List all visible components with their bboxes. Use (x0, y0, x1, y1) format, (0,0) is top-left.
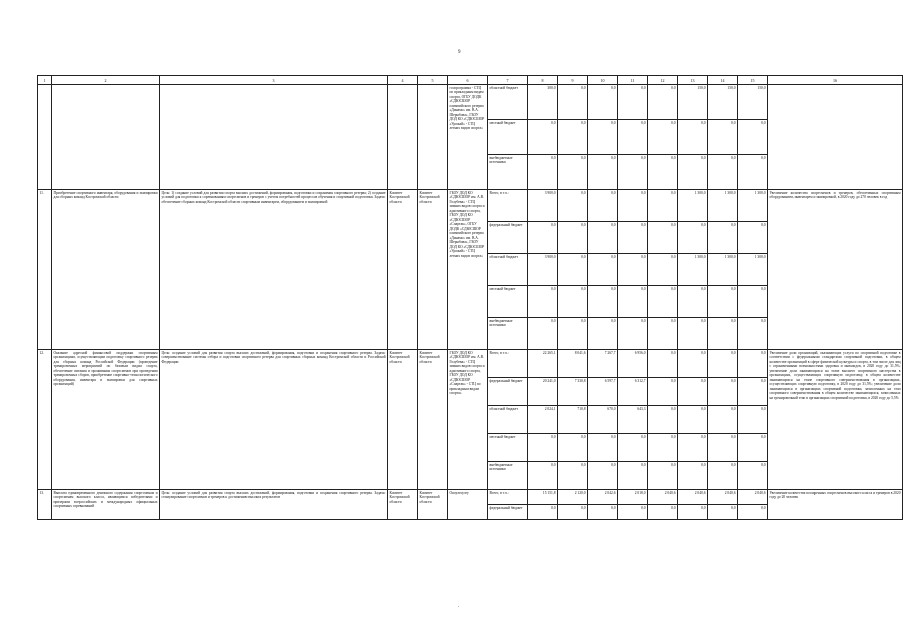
amount-cell: 1 300,0 (678, 254, 708, 286)
amount-cell: 6 312,7 (618, 378, 648, 406)
amount-cell: 0,0 (528, 505, 558, 520)
amount-cell: 2 040,6 (648, 490, 678, 505)
amount-cell: 2 024,1 (528, 406, 558, 434)
expected-result (768, 85, 903, 190)
col-header: 6 (448, 76, 488, 85)
amount-cell: 0,0 (528, 222, 558, 254)
amount-cell: 0,0 (738, 406, 768, 434)
amount-cell: 0,0 (528, 155, 558, 190)
col-header: 2 (52, 76, 160, 85)
amount-cell: 0,0 (678, 318, 708, 350)
amount-cell: 0,0 (618, 85, 648, 120)
coexecutor (418, 85, 448, 190)
amount-cell: 0,0 (588, 505, 618, 520)
amount-cell: 0,0 (708, 505, 738, 520)
amount-cell: 20 241,0 (528, 378, 558, 406)
amount-cell: 0,0 (678, 155, 708, 190)
amount-cell: 0,0 (648, 190, 678, 222)
amount-cell: 0,0 (528, 120, 558, 155)
amount-cell: 0,0 (588, 462, 618, 490)
responsible (388, 85, 418, 190)
amount-cell: 0,0 (588, 434, 618, 462)
funding-source: областной бюджет (488, 85, 528, 120)
amount-cell: 0,0 (678, 350, 708, 378)
goal-text: Цель: создание условий для развития спорта высших достижений, формирования, подготовки и сохранения спортивного резерва. Задача: стимулирование спортсменов и тренеров к достижению высоких результатов (160, 490, 388, 520)
funding-source: Всего, в т.ч.: (488, 350, 528, 378)
amount-cell: 0,0 (558, 190, 588, 222)
executor: госпрограмма - СТЦ по прикладным видам спорта, ОГБУ ДОДК «СДЮСШОР олимпийского резерва «Динамо» им. В.А. Шерыбова», ГБОУ ДОД КО «СДЮСШОР «Урожай» - СТЦ летних видов спорта» (448, 85, 488, 190)
amount-cell: 0,0 (708, 318, 738, 350)
col-header: 14 (708, 76, 738, 85)
amount-cell: 0,0 (678, 505, 708, 520)
amount-cell: 1 300,0 (708, 190, 738, 222)
amount-cell: 0,0 (588, 318, 618, 350)
amount-cell: 150,0 (678, 85, 708, 120)
expected-result: Увеличение доли организаций, оказывающих услуги по спортивной подготовке в соответствии с федеральными стандартами спортивной подготовки, в общем количестве организаций в сфере физической культуры и спорта, в том числе для лиц с ограниченными возможностями здоровья и инвалидов, в 2020 году до 31,5%; увеличение доли занимающихся на этапе высшего спортивного мастерства в организациях, осуществляющих спортивную подготовку, в общем количестве занимающихся на этапе спортивного совершенствования в организациях, осуществляющих спортивную подготовку, в 2020 году до 31,5%; увеличение доли занимающихся в организациях спортивной подготовки, зачисленных на этап спортивного совершенствования в общем количестве занимающихся, зачисленных на тренировочный этап в организациях спортивной подготовки, в 2020 году до 5,5% (768, 350, 903, 490)
amount-cell: 0,0 (648, 318, 678, 350)
col-header: 3 (160, 76, 388, 85)
col-header: 5 (418, 76, 448, 85)
col-header: 4 (388, 76, 418, 85)
amount-cell: 2 040,6 (738, 490, 768, 505)
amount-cell: 0,0 (708, 406, 738, 434)
amount-cell: 0,0 (678, 462, 708, 490)
amount-cell: 0,0 (648, 120, 678, 155)
coexecutor: Комитет Костромской области (418, 490, 448, 520)
col-header: 10 (588, 76, 618, 85)
amount-cell: 2 040,6 (678, 490, 708, 505)
amount-cell: 0,0 (558, 120, 588, 155)
amount-cell: 0,0 (588, 254, 618, 286)
amount-cell: 0,0 (558, 222, 588, 254)
amount-cell: 670,0 (588, 406, 618, 434)
col-header: 16 (768, 76, 903, 85)
amount-cell: 2 120,0 (558, 490, 588, 505)
table-row (38, 85, 903, 120)
amount-cell: 7 267,7 (588, 350, 618, 378)
amount-cell: 0,0 (738, 505, 768, 520)
amount-cell: 0,0 (708, 434, 738, 462)
amount-cell: 0,0 (618, 120, 648, 155)
row-number: 13. (38, 490, 52, 520)
amount-cell: 0,0 (588, 120, 618, 155)
funding-source: областной бюджет (488, 406, 528, 434)
amount-cell: 2 018,0 (618, 490, 648, 505)
amount-cell: 0,0 (648, 350, 678, 378)
measure-name: Оказание адресной финансовой поддержки спортивным организациям, осуществляющим подготовку спортивного резерва для сборных команд Российской Федерации (проведение тренировочных мероприятий по базовым видам спорта, обеспечение питания и проживания спортсменов при проведении тренировочных сборов, приобретение спортивно-технологического оборудования, инвентаря и экипировки для спортивных организаций) (52, 350, 160, 490)
amount-cell: 0,0 (588, 155, 618, 190)
executor: ГБОУ ДОД КО «СДЮСШОР им. А.В. Голубева» - СТЦ зимних видов спорта и адаптивного спорта, ГБОУ ДОД КО «СДЮСШОР «Спартак», ОГБУ ДОДК «СДЮСШОР олимпийского резерва «Динамо» им. В.А. Шерыбова», ГБОУ ДОД КО «СДЮСШОР «Урожай» - СТЦ летних видов спорта» (448, 190, 488, 350)
col-header: 9 (558, 76, 588, 85)
amount-cell: 0,0 (708, 222, 738, 254)
expected-result: Увеличение количества поощренных спортсменов высокого класса и тренеров в 2020 году до 20 человек (768, 490, 903, 520)
amount-cell: 0,0 (648, 406, 678, 434)
amount-cell: 0,0 (528, 318, 558, 350)
page-number: 9 (458, 50, 461, 55)
amount-cell: 0,0 (678, 286, 708, 318)
funding-source: внебюджетные источники (488, 318, 528, 350)
amount-cell: 0,0 (618, 462, 648, 490)
amount-cell: 3 900,0 (528, 254, 558, 286)
amount-cell: 0,0 (648, 222, 678, 254)
amount-cell: 0,0 (618, 505, 648, 520)
col-header: 8 (528, 76, 558, 85)
amount-cell: 0,0 (528, 434, 558, 462)
amount-cell: 0,0 (558, 434, 588, 462)
amount-cell: 1 300,0 (678, 190, 708, 222)
amount-cell: 1 300,0 (708, 254, 738, 286)
responsible: Комитет Костромской области (388, 350, 418, 490)
amount-cell: 0,0 (648, 462, 678, 490)
measure-name: Выплата единовременного денежного содержания спортсменам и спортсменам высокого класса, являющимся победителями и призерами всероссийских и международных официальных спортивных соревнований (52, 490, 160, 520)
amount-cell: 1 300,0 (738, 254, 768, 286)
amount-cell: 7 330,8 (558, 378, 588, 406)
amount-cell: 300,0 (528, 85, 558, 120)
amount-cell: 0,0 (738, 378, 768, 406)
col-header: 15 (738, 76, 768, 85)
col-header: 11 (618, 76, 648, 85)
goal-text (160, 85, 388, 190)
amount-cell: 0,0 (738, 462, 768, 490)
funding-source: федеральный бюджет (488, 378, 528, 406)
amount-cell: 8 041,6 (558, 350, 588, 378)
amount-cell: 0,0 (738, 286, 768, 318)
amount-cell: 0,0 (738, 350, 768, 378)
goal-text: Цель: создание условий для развития спорта высших достижений, формирования, подготовки и сохранения спортивного резерва. Задача: совершенствование системы отбора и подготовки спортивного резерва для спортивных сборных команд Костромской области и Российской Федерации (160, 350, 388, 490)
amount-cell: 0,0 (648, 155, 678, 190)
amount-cell: 0,0 (738, 155, 768, 190)
coexecutor: Комитет Костромской области (418, 350, 448, 490)
amount-cell: 0,0 (588, 222, 618, 254)
col-header: 1 (38, 76, 52, 85)
funding-source: местный бюджет (488, 434, 528, 462)
amount-cell: 0,0 (738, 222, 768, 254)
amount-cell: 0,0 (708, 155, 738, 190)
goal-text: Цель: 1) создание условий для развития спорта высших достижений, формирования, подготовки и сохранения спортивного резерва; 2) создание условий для подготовки к соревнованиям спортсменов и тренеров с учетом потребностей процессов обучения и спортивной подготовки. Задача: обеспечение сборных команд Костромской области спортивным инвентарем, оборудованием и экипировкой (160, 190, 388, 350)
funding-source: местный бюджет (488, 120, 528, 155)
amount-cell: 2 040,6 (708, 490, 738, 505)
amount-cell: 0,0 (738, 120, 768, 155)
amount-cell: 15 151,8 (528, 490, 558, 505)
row-number (38, 85, 52, 190)
amount-cell: 0,0 (708, 350, 738, 378)
amount-cell: 0,0 (618, 190, 648, 222)
amount-cell: 0,0 (528, 286, 558, 318)
amount-cell: 0,0 (558, 505, 588, 520)
responsible: Комитет Костромской области (388, 190, 418, 350)
amount-cell: 0,0 (678, 406, 708, 434)
amount-cell: 0,0 (648, 286, 678, 318)
measure-name (52, 85, 160, 190)
amount-cell: 0,0 (708, 462, 738, 490)
amount-cell: 0,0 (618, 286, 648, 318)
header-row (38, 76, 903, 85)
amount-cell: 0,0 (588, 85, 618, 120)
amount-cell: 0,0 (528, 462, 558, 490)
amount-cell: 0,0 (618, 155, 648, 190)
funding-source: местный бюджет (488, 286, 528, 318)
amount-cell: 0,0 (678, 434, 708, 462)
amount-cell: 6 956,0 (618, 350, 648, 378)
amount-cell: 150,0 (708, 85, 738, 120)
amount-cell: 0,0 (618, 434, 648, 462)
amount-cell: 0,0 (648, 254, 678, 286)
amount-cell: 0,0 (648, 85, 678, 120)
funding-source: внебюджетные источники (488, 155, 528, 190)
amount-cell: 2 042,6 (588, 490, 618, 505)
amount-cell: 0,0 (708, 120, 738, 155)
amount-cell: 0,0 (648, 434, 678, 462)
table-row (38, 350, 903, 378)
amount-cell: 0,0 (588, 286, 618, 318)
funding-source: Всего, в т.ч.: (488, 190, 528, 222)
executor: ГБОУ ДОД КО «СДЮСШОР им. А.В. Голубева» - СТЦ зимних видов спорта и адаптивного спорта, ГБОУ ДОД КО «СДЮСШОР «Спартак» - СТЦ по прикладным видам спорта» (448, 350, 488, 490)
row-number: 12. (38, 350, 52, 490)
funding-source: Всего, в т.ч.: (488, 490, 528, 505)
amount-cell: 0,0 (558, 286, 588, 318)
amount-cell: 150,0 (738, 85, 768, 120)
amount-cell: 0,0 (588, 190, 618, 222)
amount-cell: 0,0 (678, 378, 708, 406)
table-row (38, 190, 903, 222)
amount-cell: 0,0 (558, 85, 588, 120)
amount-cell: 0,0 (738, 318, 768, 350)
page-dot: . (458, 604, 460, 609)
amount-cell: 0,0 (738, 434, 768, 462)
amount-cell: 0,0 (558, 254, 588, 286)
amount-cell: 0,0 (558, 318, 588, 350)
funding-source: областной бюджет (488, 254, 528, 286)
amount-cell: 0,0 (708, 378, 738, 406)
amount-cell: 22 265,1 (528, 350, 558, 378)
amount-cell: 0,0 (558, 155, 588, 190)
amount-cell: 3 900,0 (528, 190, 558, 222)
amount-cell: 0,0 (678, 120, 708, 155)
expected-result: Увеличение количества спортсменов и тренеров, обеспеченных спортивным оборудованием, инвентарем и экипировкой, в 2020 году до 270 человек в год (768, 190, 903, 350)
amount-cell: 0,0 (618, 318, 648, 350)
amount-cell: 1 300,0 (738, 190, 768, 222)
amount-cell: 0,0 (708, 286, 738, 318)
program-table (37, 75, 903, 520)
amount-cell: 0,0 (678, 222, 708, 254)
amount-cell: 0,0 (648, 378, 678, 406)
col-header: 12 (648, 76, 678, 85)
table-row (38, 490, 903, 505)
coexecutor: Комитет Костромской области (418, 190, 448, 350)
measure-name: Приобретение спортивного инвентаря, оборудования и экипировки для сборных команд Костромской области (52, 190, 160, 350)
amount-cell: 710,8 (558, 406, 588, 434)
funding-source: федеральный бюджет (488, 505, 528, 520)
amount-cell: 6 597,7 (588, 378, 618, 406)
col-header: 7 (488, 76, 528, 85)
row-number: 11. (38, 190, 52, 350)
amount-cell: 643,3 (618, 406, 648, 434)
amount-cell: 0,0 (558, 462, 588, 490)
responsible: Комитет Костромской области (388, 490, 418, 520)
executor: Опоулгоулгу (448, 490, 488, 520)
amount-cell: 0,0 (648, 505, 678, 520)
amount-cell: 0,0 (618, 222, 648, 254)
funding-source: внебюджетные источники (488, 462, 528, 490)
funding-source: федеральный бюджет (488, 222, 528, 254)
amount-cell: 0,0 (618, 254, 648, 286)
col-header: 13 (678, 76, 708, 85)
